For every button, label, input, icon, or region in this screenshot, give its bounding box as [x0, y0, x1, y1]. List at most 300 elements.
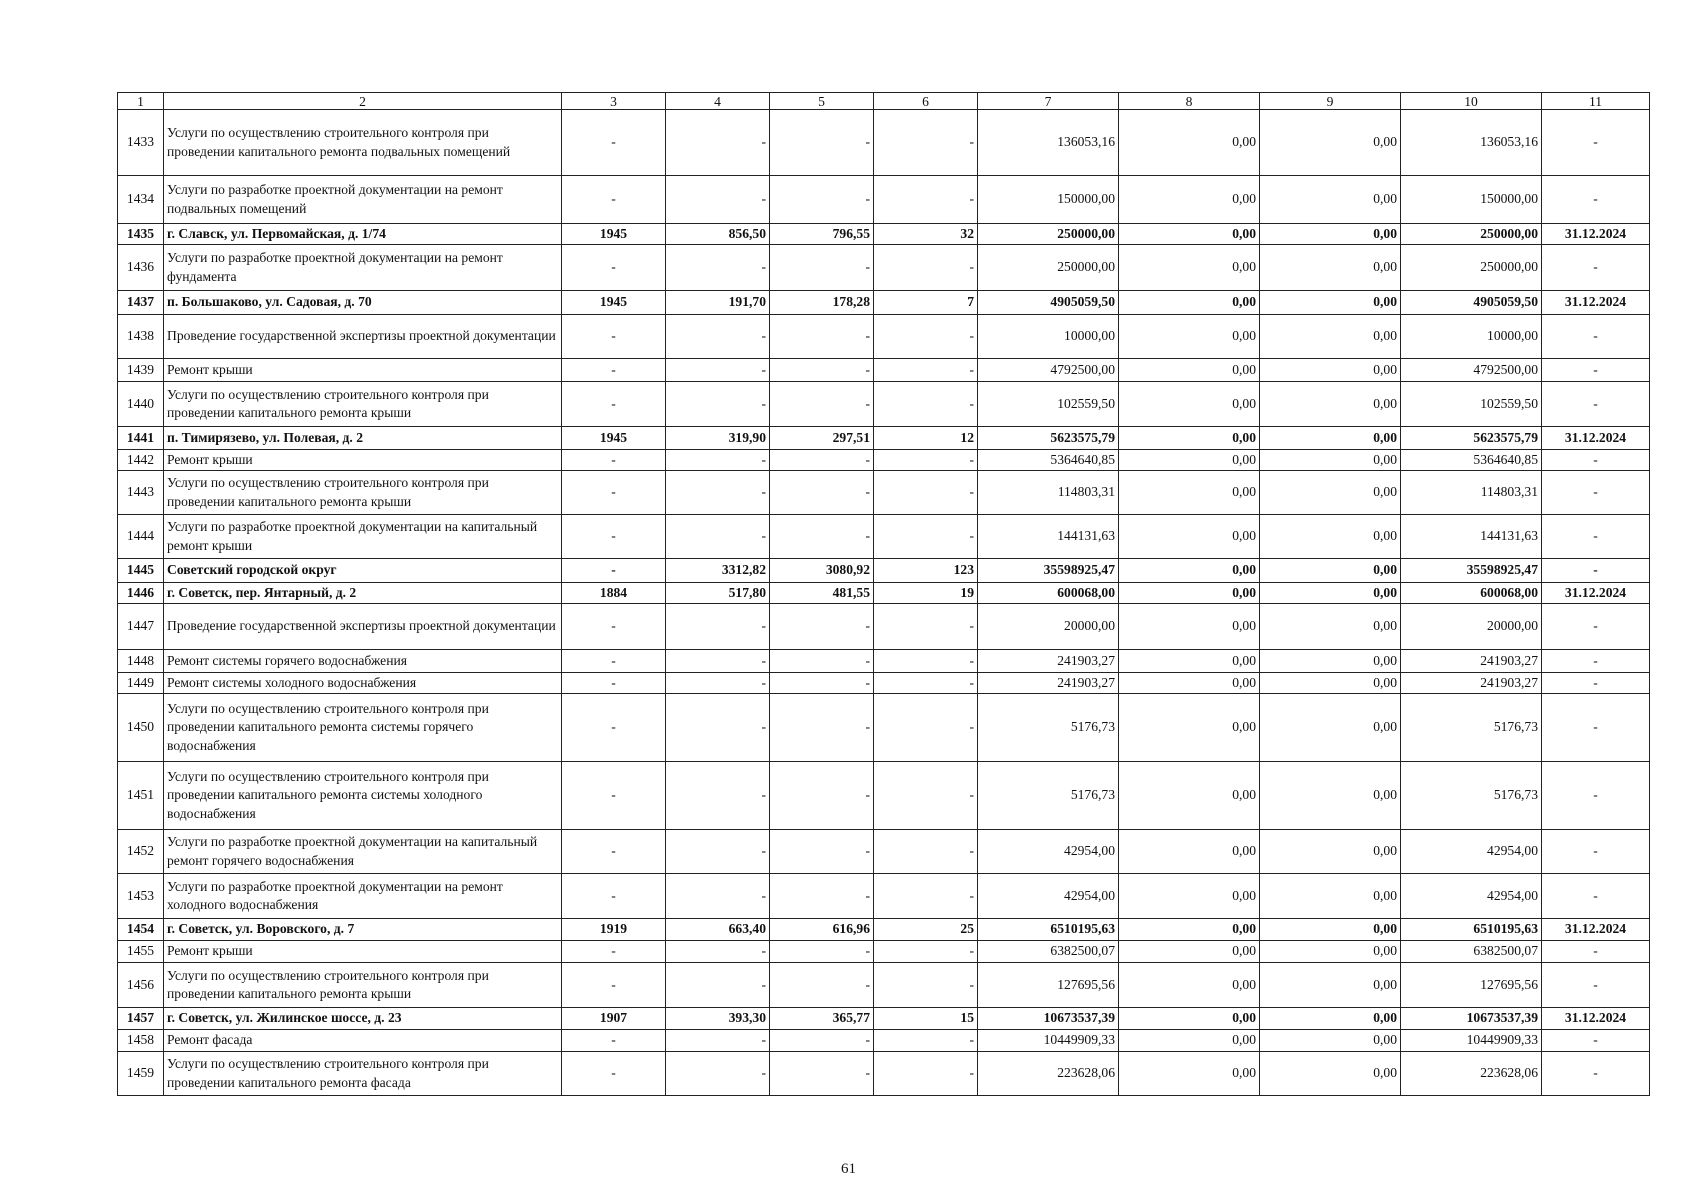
table-row — [118, 941, 1650, 963]
col-8-cell: 0,00 — [1119, 291, 1260, 315]
col-11-cell: - — [1542, 1052, 1650, 1096]
col-header-6: 6 — [874, 93, 978, 110]
col-4-cell: - — [666, 673, 770, 694]
col-3-cell: - — [562, 382, 666, 427]
col-9-cell: 0,00 — [1260, 315, 1401, 359]
row-name: Услуги по разработке проектной документации на капитальный ремонт горячего водоснабжения — [164, 830, 562, 874]
row-name: Услуги по осуществлению строительного контроля при проведении капитального ремонта подвальных помещений — [164, 110, 562, 176]
col-9-cell: 0,00 — [1260, 874, 1401, 919]
row-name: г. Советск, пер. Янтарный, д. 2 — [164, 583, 562, 604]
row-name: Услуги по разработке проектной документации на ремонт фундамента — [164, 245, 562, 291]
col-3-cell: - — [562, 650, 666, 673]
col-11-cell: - — [1542, 604, 1650, 650]
row-name: г. Советск, ул. Воровского, д. 7 — [164, 919, 562, 941]
col-9-cell: 0,00 — [1260, 245, 1401, 291]
col-3-cell: - — [562, 1052, 666, 1096]
col-header-8: 8 — [1119, 93, 1260, 110]
table-row — [118, 245, 1650, 291]
col-6-cell: - — [874, 694, 978, 762]
col-9-cell: 0,00 — [1260, 919, 1401, 941]
col-8-cell: 0,00 — [1119, 245, 1260, 291]
col-5-cell: - — [770, 315, 874, 359]
col-6-cell: - — [874, 673, 978, 694]
col-header-7: 7 — [978, 93, 1119, 110]
row-name: г. Советск, ул. Жилинское шоссе, д. 23 — [164, 1008, 562, 1030]
col-4-cell: - — [666, 963, 770, 1008]
col-4-cell: 191,70 — [666, 291, 770, 315]
col-header-4: 4 — [666, 93, 770, 110]
row-name: Услуги по разработке проектной документации на ремонт подвальных помещений — [164, 176, 562, 224]
col-6-cell: - — [874, 382, 978, 427]
col-10-cell: 5176,73 — [1401, 762, 1542, 830]
col-8-cell: 0,00 — [1119, 1030, 1260, 1052]
row-name: Проведение государственной экспертизы проектной документации — [164, 315, 562, 359]
col-3-cell: 1907 — [562, 1008, 666, 1030]
col-5-cell: - — [770, 110, 874, 176]
col-8-cell: 0,00 — [1119, 471, 1260, 515]
table-row — [118, 830, 1650, 874]
col-6-cell: - — [874, 830, 978, 874]
col-3-cell: - — [562, 110, 666, 176]
col-8-cell: 0,00 — [1119, 874, 1260, 919]
col-8-cell: 0,00 — [1119, 650, 1260, 673]
col-3-cell: - — [562, 315, 666, 359]
col-3-cell: - — [562, 359, 666, 382]
row-number: 1435 — [118, 224, 164, 245]
row-number: 1449 — [118, 673, 164, 694]
col-11-cell: 31.12.2024 — [1542, 583, 1650, 604]
col-4-cell: 517,80 — [666, 583, 770, 604]
col-10-cell: 5176,73 — [1401, 694, 1542, 762]
col-6-cell: 15 — [874, 1008, 978, 1030]
col-6-cell: - — [874, 315, 978, 359]
col-7-cell: 10673537,39 — [978, 1008, 1119, 1030]
col-9-cell: 0,00 — [1260, 427, 1401, 450]
col-11-cell: - — [1542, 650, 1650, 673]
col-6-cell: 12 — [874, 427, 978, 450]
row-number: 1454 — [118, 919, 164, 941]
table-row — [118, 762, 1650, 830]
col-7-cell: 250000,00 — [978, 245, 1119, 291]
col-9-cell: 0,00 — [1260, 224, 1401, 245]
col-10-cell: 42954,00 — [1401, 830, 1542, 874]
col-10-cell: 10673537,39 — [1401, 1008, 1542, 1030]
col-7-cell: 10000,00 — [978, 315, 1119, 359]
col-header-9: 9 — [1260, 93, 1401, 110]
row-name: Услуги по осуществлению строительного контроля при проведении капитального ремонта крыши — [164, 471, 562, 515]
col-3-cell: 1884 — [562, 583, 666, 604]
table-row — [118, 1008, 1650, 1030]
col-11-cell: - — [1542, 1030, 1650, 1052]
col-6-cell: - — [874, 1030, 978, 1052]
col-8-cell: 0,00 — [1119, 315, 1260, 359]
col-9-cell: 0,00 — [1260, 583, 1401, 604]
table-row — [118, 176, 1650, 224]
col-6-cell: 32 — [874, 224, 978, 245]
col-8-cell: 0,00 — [1119, 515, 1260, 559]
col-header-5: 5 — [770, 93, 874, 110]
row-number: 1457 — [118, 1008, 164, 1030]
col-7-cell: 4905059,50 — [978, 291, 1119, 315]
table-row — [118, 110, 1650, 176]
col-4-cell: - — [666, 874, 770, 919]
col-9-cell: 0,00 — [1260, 1008, 1401, 1030]
row-number: 1451 — [118, 762, 164, 830]
col-5-cell: - — [770, 176, 874, 224]
col-4-cell: - — [666, 694, 770, 762]
col-8-cell: 0,00 — [1119, 694, 1260, 762]
row-name: Ремонт крыши — [164, 941, 562, 963]
col-10-cell: 42954,00 — [1401, 874, 1542, 919]
col-9-cell: 0,00 — [1260, 604, 1401, 650]
col-11-cell: - — [1542, 245, 1650, 291]
col-11-cell: 31.12.2024 — [1542, 919, 1650, 941]
col-5-cell: - — [770, 874, 874, 919]
col-7-cell: 136053,16 — [978, 110, 1119, 176]
table-row — [118, 874, 1650, 919]
col-6-cell: - — [874, 941, 978, 963]
row-name: Советский городской округ — [164, 559, 562, 583]
col-10-cell: 600068,00 — [1401, 583, 1542, 604]
col-7-cell: 42954,00 — [978, 830, 1119, 874]
row-number: 1443 — [118, 471, 164, 515]
col-10-cell: 144131,63 — [1401, 515, 1542, 559]
table-row — [118, 1030, 1650, 1052]
col-4-cell: 3312,82 — [666, 559, 770, 583]
row-number: 1447 — [118, 604, 164, 650]
row-number: 1442 — [118, 450, 164, 471]
col-4-cell: - — [666, 176, 770, 224]
col-7-cell: 250000,00 — [978, 224, 1119, 245]
col-4-cell: 856,50 — [666, 224, 770, 245]
col-10-cell: 223628,06 — [1401, 1052, 1542, 1096]
col-5-cell: 297,51 — [770, 427, 874, 450]
col-6-cell: - — [874, 110, 978, 176]
col-11-cell: - — [1542, 110, 1650, 176]
col-9-cell: 0,00 — [1260, 110, 1401, 176]
col-7-cell: 20000,00 — [978, 604, 1119, 650]
col-5-cell: - — [770, 471, 874, 515]
col-3-cell: - — [562, 515, 666, 559]
col-4-cell: - — [666, 245, 770, 291]
row-number: 1441 — [118, 427, 164, 450]
row-number: 1439 — [118, 359, 164, 382]
col-9-cell: 0,00 — [1260, 1030, 1401, 1052]
col-8-cell: 0,00 — [1119, 110, 1260, 176]
col-8-cell: 0,00 — [1119, 604, 1260, 650]
col-5-cell: - — [770, 1052, 874, 1096]
col-8-cell: 0,00 — [1119, 963, 1260, 1008]
col-3-cell: - — [562, 176, 666, 224]
col-11-cell: - — [1542, 673, 1650, 694]
col-4-cell: - — [666, 941, 770, 963]
row-number: 1444 — [118, 515, 164, 559]
col-10-cell: 241903,27 — [1401, 673, 1542, 694]
col-11-cell: - — [1542, 359, 1650, 382]
col-7-cell: 42954,00 — [978, 874, 1119, 919]
row-name: Проведение государственной экспертизы проектной документации — [164, 604, 562, 650]
col-10-cell: 5364640,85 — [1401, 450, 1542, 471]
col-11-cell: - — [1542, 941, 1650, 963]
col-5-cell: - — [770, 963, 874, 1008]
col-4-cell: - — [666, 650, 770, 673]
row-number: 1448 — [118, 650, 164, 673]
row-name: Услуги по разработке проектной документации на капитальный ремонт крыши — [164, 515, 562, 559]
row-name: п. Тимирязево, ул. Полевая, д. 2 — [164, 427, 562, 450]
col-3-cell: - — [562, 941, 666, 963]
row-number: 1434 — [118, 176, 164, 224]
row-name: Услуги по осуществлению строительного контроля при проведении капитального ремонта системы горячего водоснабжения — [164, 694, 562, 762]
col-7-cell: 223628,06 — [978, 1052, 1119, 1096]
col-10-cell: 5623575,79 — [1401, 427, 1542, 450]
col-9-cell: 0,00 — [1260, 694, 1401, 762]
col-6-cell: - — [874, 650, 978, 673]
col-11-cell: 31.12.2024 — [1542, 1008, 1650, 1030]
col-5-cell: 3080,92 — [770, 559, 874, 583]
col-4-cell: - — [666, 762, 770, 830]
col-8-cell: 0,00 — [1119, 762, 1260, 830]
col-5-cell: 796,55 — [770, 224, 874, 245]
row-name: Ремонт системы холодного водоснабжения — [164, 673, 562, 694]
col-6-cell: - — [874, 245, 978, 291]
col-10-cell: 20000,00 — [1401, 604, 1542, 650]
col-6-cell: - — [874, 762, 978, 830]
col-7-cell: 241903,27 — [978, 673, 1119, 694]
col-5-cell: 616,96 — [770, 919, 874, 941]
col-7-cell: 5364640,85 — [978, 450, 1119, 471]
row-name: г. Славск, ул. Первомайская, д. 1/74 — [164, 224, 562, 245]
col-11-cell: 31.12.2024 — [1542, 427, 1650, 450]
col-9-cell: 0,00 — [1260, 382, 1401, 427]
table-row — [118, 427, 1650, 450]
col-9-cell: 0,00 — [1260, 941, 1401, 963]
col-7-cell: 6382500,07 — [978, 941, 1119, 963]
col-6-cell: - — [874, 450, 978, 471]
col-10-cell: 150000,00 — [1401, 176, 1542, 224]
col-3-cell: - — [562, 694, 666, 762]
table-row — [118, 471, 1650, 515]
col-8-cell: 0,00 — [1119, 1008, 1260, 1030]
table-row — [118, 315, 1650, 359]
col-3-cell: 1919 — [562, 919, 666, 941]
col-11-cell: - — [1542, 874, 1650, 919]
col-7-cell: 600068,00 — [978, 583, 1119, 604]
row-name: Услуги по осуществлению строительного контроля при проведении капитального ремонта фасада — [164, 1052, 562, 1096]
col-header-2: 2 — [164, 93, 562, 110]
col-7-cell: 35598925,47 — [978, 559, 1119, 583]
col-11-cell: - — [1542, 471, 1650, 515]
row-name: Ремонт системы горячего водоснабжения — [164, 650, 562, 673]
col-6-cell: 19 — [874, 583, 978, 604]
row-number: 1450 — [118, 694, 164, 762]
col-header-3: 3 — [562, 93, 666, 110]
col-10-cell: 136053,16 — [1401, 110, 1542, 176]
col-3-cell: - — [562, 762, 666, 830]
col-7-cell: 144131,63 — [978, 515, 1119, 559]
col-3-cell: 1945 — [562, 291, 666, 315]
col-9-cell: 0,00 — [1260, 673, 1401, 694]
col-header-10: 10 — [1401, 93, 1542, 110]
col-5-cell: - — [770, 941, 874, 963]
row-number: 1433 — [118, 110, 164, 176]
col-8-cell: 0,00 — [1119, 427, 1260, 450]
col-10-cell: 35598925,47 — [1401, 559, 1542, 583]
col-6-cell: - — [874, 1052, 978, 1096]
row-name: Ремонт крыши — [164, 450, 562, 471]
col-9-cell: 0,00 — [1260, 471, 1401, 515]
table-row — [118, 450, 1650, 471]
table-row — [118, 650, 1650, 673]
row-number: 1438 — [118, 315, 164, 359]
col-4-cell: - — [666, 471, 770, 515]
col-8-cell: 0,00 — [1119, 919, 1260, 941]
table-row — [118, 224, 1650, 245]
col-8-cell: 0,00 — [1119, 673, 1260, 694]
col-4-cell: 663,40 — [666, 919, 770, 941]
col-5-cell: - — [770, 830, 874, 874]
col-9-cell: 0,00 — [1260, 515, 1401, 559]
row-number: 1452 — [118, 830, 164, 874]
col-10-cell: 250000,00 — [1401, 224, 1542, 245]
col-4-cell: - — [666, 315, 770, 359]
col-header-11: 11 — [1542, 93, 1650, 110]
col-5-cell: - — [770, 762, 874, 830]
col-7-cell: 4792500,00 — [978, 359, 1119, 382]
col-11-cell: - — [1542, 176, 1650, 224]
table-row — [118, 963, 1650, 1008]
table-row — [118, 694, 1650, 762]
col-6-cell: - — [874, 604, 978, 650]
table-row — [118, 559, 1650, 583]
col-4-cell: - — [666, 382, 770, 427]
col-8-cell: 0,00 — [1119, 830, 1260, 874]
row-number: 1456 — [118, 963, 164, 1008]
col-9-cell: 0,00 — [1260, 650, 1401, 673]
col-11-cell: - — [1542, 515, 1650, 559]
col-11-cell: - — [1542, 963, 1650, 1008]
col-8-cell: 0,00 — [1119, 382, 1260, 427]
col-5-cell: - — [770, 245, 874, 291]
col-7-cell: 102559,50 — [978, 382, 1119, 427]
col-10-cell: 250000,00 — [1401, 245, 1542, 291]
col-4-cell: - — [666, 110, 770, 176]
row-name: Ремонт крыши — [164, 359, 562, 382]
col-3-cell: - — [562, 673, 666, 694]
table-row — [118, 1052, 1650, 1096]
col-3-cell: - — [562, 874, 666, 919]
col-5-cell: - — [770, 694, 874, 762]
col-6-cell: - — [874, 471, 978, 515]
col-10-cell: 4905059,50 — [1401, 291, 1542, 315]
row-number: 1436 — [118, 245, 164, 291]
table-row — [118, 919, 1650, 941]
col-3-cell: - — [562, 604, 666, 650]
col-5-cell: - — [770, 1030, 874, 1052]
row-number: 1459 — [118, 1052, 164, 1096]
row-number: 1455 — [118, 941, 164, 963]
col-11-cell: - — [1542, 762, 1650, 830]
col-3-cell: - — [562, 450, 666, 471]
table-body — [118, 110, 1650, 1096]
col-4-cell: 393,30 — [666, 1008, 770, 1030]
table-row — [118, 515, 1650, 559]
row-name: Услуги по осуществлению строительного контроля при проведении капитального ремонта крыши — [164, 382, 562, 427]
col-3-cell: - — [562, 559, 666, 583]
col-9-cell: 0,00 — [1260, 830, 1401, 874]
col-9-cell: 0,00 — [1260, 359, 1401, 382]
col-6-cell: - — [874, 359, 978, 382]
budget-table — [117, 92, 1650, 1096]
col-9-cell: 0,00 — [1260, 762, 1401, 830]
col-10-cell: 4792500,00 — [1401, 359, 1542, 382]
col-9-cell: 0,00 — [1260, 291, 1401, 315]
col-11-cell: - — [1542, 382, 1650, 427]
col-6-cell: 25 — [874, 919, 978, 941]
col-8-cell: 0,00 — [1119, 941, 1260, 963]
col-8-cell: 0,00 — [1119, 559, 1260, 583]
col-11-cell: 31.12.2024 — [1542, 291, 1650, 315]
col-3-cell: - — [562, 830, 666, 874]
table-row — [118, 291, 1650, 315]
col-6-cell: 7 — [874, 291, 978, 315]
col-7-cell: 5623575,79 — [978, 427, 1119, 450]
col-6-cell: - — [874, 515, 978, 559]
row-number: 1437 — [118, 291, 164, 315]
col-10-cell: 10000,00 — [1401, 315, 1542, 359]
col-6-cell: - — [874, 176, 978, 224]
col-11-cell: - — [1542, 559, 1650, 583]
col-9-cell: 0,00 — [1260, 1052, 1401, 1096]
col-9-cell: 0,00 — [1260, 450, 1401, 471]
column-number-row — [118, 93, 1650, 110]
col-5-cell: 365,77 — [770, 1008, 874, 1030]
col-5-cell: - — [770, 450, 874, 471]
col-6-cell: - — [874, 963, 978, 1008]
col-7-cell: 127695,56 — [978, 963, 1119, 1008]
col-8-cell: 0,00 — [1119, 1052, 1260, 1096]
row-number: 1445 — [118, 559, 164, 583]
row-number: 1446 — [118, 583, 164, 604]
col-11-cell: - — [1542, 315, 1650, 359]
col-3-cell: - — [562, 245, 666, 291]
col-7-cell: 114803,31 — [978, 471, 1119, 515]
col-4-cell: - — [666, 1052, 770, 1096]
col-9-cell: 0,00 — [1260, 559, 1401, 583]
col-8-cell: 0,00 — [1119, 224, 1260, 245]
col-11-cell: 31.12.2024 — [1542, 224, 1650, 245]
col-10-cell: 10449909,33 — [1401, 1030, 1542, 1052]
col-4-cell: - — [666, 450, 770, 471]
col-7-cell: 150000,00 — [978, 176, 1119, 224]
page-number: 61 — [841, 1161, 856, 1177]
col-3-cell: 1945 — [562, 427, 666, 450]
col-3-cell: - — [562, 471, 666, 515]
row-name: п. Большаково, ул. Садовая, д. 70 — [164, 291, 562, 315]
table-row — [118, 604, 1650, 650]
col-5-cell: - — [770, 650, 874, 673]
col-8-cell: 0,00 — [1119, 176, 1260, 224]
col-11-cell: - — [1542, 450, 1650, 471]
col-4-cell: - — [666, 515, 770, 559]
col-7-cell: 5176,73 — [978, 762, 1119, 830]
col-5-cell: - — [770, 359, 874, 382]
col-5-cell: 481,55 — [770, 583, 874, 604]
row-name: Ремонт фасада — [164, 1030, 562, 1052]
table-row — [118, 382, 1650, 427]
table-row — [118, 359, 1650, 382]
table-row — [118, 673, 1650, 694]
col-10-cell: 127695,56 — [1401, 963, 1542, 1008]
